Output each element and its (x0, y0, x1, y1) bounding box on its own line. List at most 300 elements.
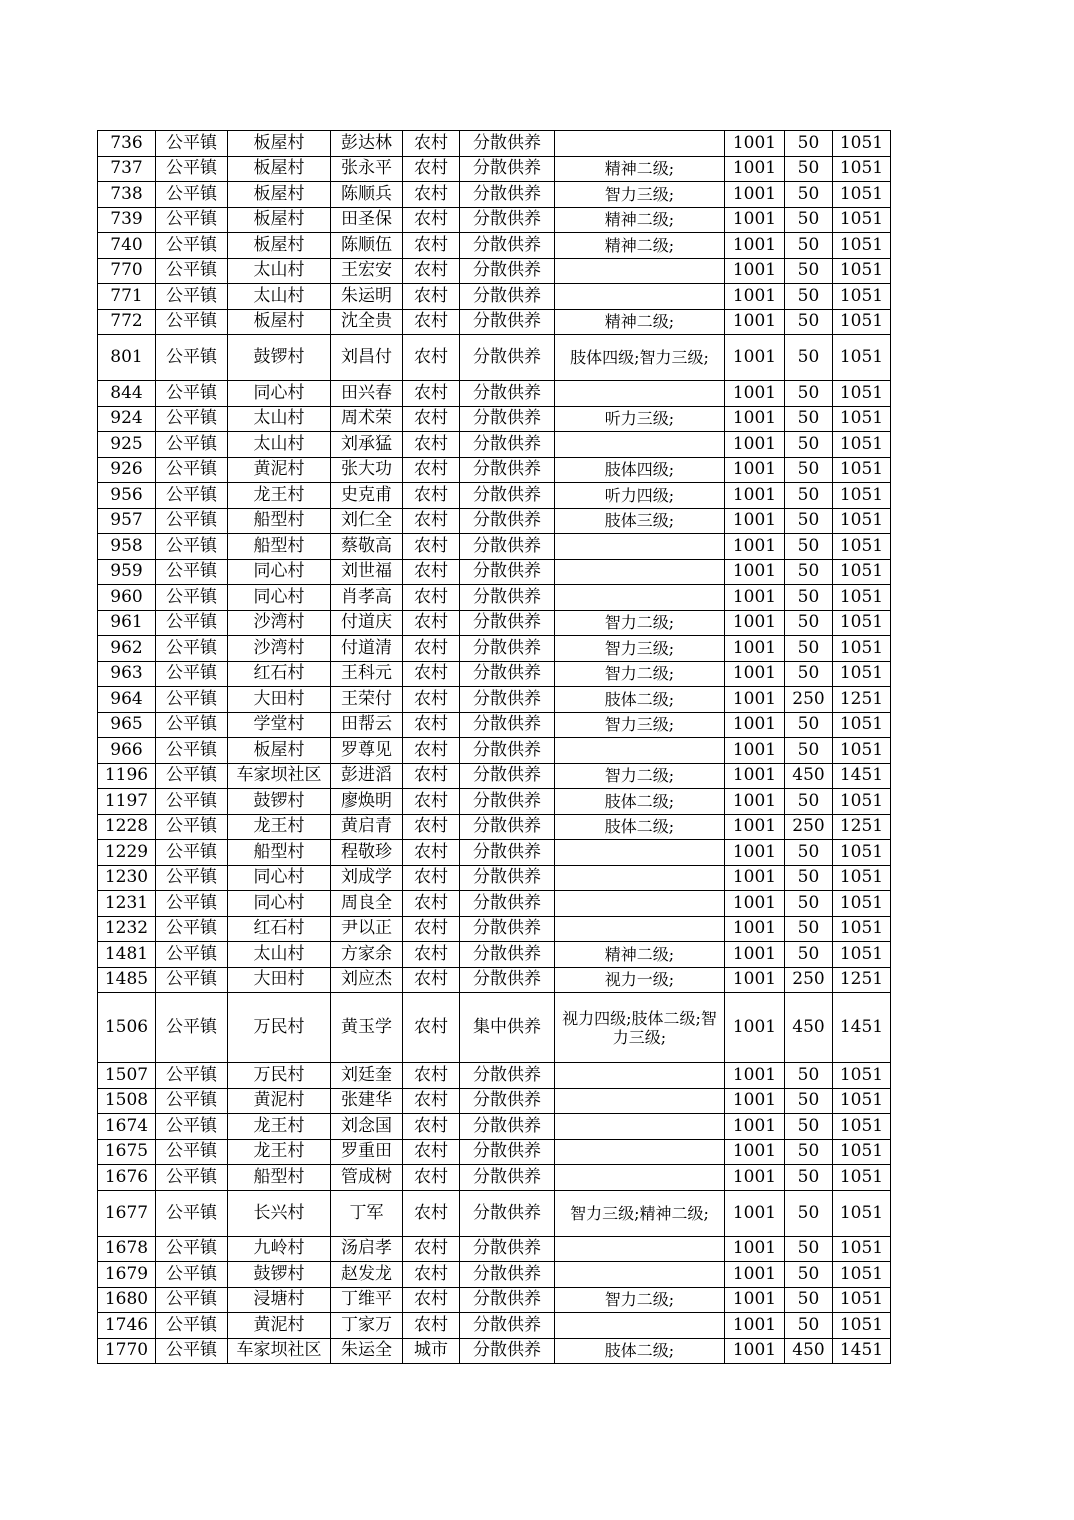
village-cell: 板屋村 (228, 738, 331, 764)
area-type-cell: 农村 (403, 483, 460, 509)
name-cell: 丁维平 (331, 1287, 403, 1313)
town-cell: 公平镇 (156, 1262, 228, 1288)
disability-cell: 智力二级; (555, 661, 725, 687)
disability-cell (555, 258, 725, 284)
table-row (98, 967, 891, 993)
total-amount-cell: 1051 (833, 156, 891, 182)
total-amount-cell: 1051 (833, 1313, 891, 1339)
record-id-cell: 740 (98, 233, 156, 259)
total-amount-cell: 1051 (833, 284, 891, 310)
area-type-cell: 农村 (403, 1262, 460, 1288)
total-amount-cell: 1051 (833, 1287, 891, 1313)
disability-cell (555, 1313, 725, 1339)
total-amount-cell: 1051 (833, 182, 891, 208)
name-cell: 汤启孝 (331, 1236, 403, 1262)
town-cell: 公平镇 (156, 1139, 228, 1165)
table-row (98, 432, 891, 458)
base-amount-cell: 1001 (725, 457, 785, 483)
village-cell: 船型村 (228, 1165, 331, 1191)
total-amount-cell: 1051 (833, 585, 891, 611)
subsidy-cell: 50 (785, 738, 833, 764)
total-amount-cell: 1051 (833, 1262, 891, 1288)
support-type-cell: 分散供养 (460, 636, 555, 662)
support-type-cell: 分散供养 (460, 258, 555, 284)
base-amount-cell: 1001 (725, 891, 785, 917)
base-amount-cell: 1001 (725, 840, 785, 866)
village-cell: 万民村 (228, 1063, 331, 1089)
record-id-cell: 1197 (98, 789, 156, 815)
subsidy-cell: 50 (785, 1287, 833, 1313)
name-cell: 张大功 (331, 457, 403, 483)
name-cell: 王宏安 (331, 258, 403, 284)
disability-cell: 智力三级; (555, 182, 725, 208)
subsidy-cell: 50 (785, 891, 833, 917)
town-cell: 公平镇 (156, 1114, 228, 1140)
area-type-cell: 农村 (403, 207, 460, 233)
record-id-cell: 1506 (98, 993, 156, 1063)
support-type-cell: 分散供养 (460, 712, 555, 738)
area-type-cell: 农村 (403, 891, 460, 917)
table-row (98, 457, 891, 483)
base-amount-cell: 1001 (725, 1262, 785, 1288)
name-cell: 黄启青 (331, 814, 403, 840)
table-row (98, 534, 891, 560)
record-id-cell: 1229 (98, 840, 156, 866)
support-type-cell: 分散供养 (460, 789, 555, 815)
record-id-cell: 965 (98, 712, 156, 738)
support-type-cell: 分散供养 (460, 687, 555, 713)
disability-cell: 肢体四级; (555, 457, 725, 483)
town-cell: 公平镇 (156, 406, 228, 432)
record-id-cell: 1231 (98, 891, 156, 917)
village-cell: 鼓锣村 (228, 1262, 331, 1288)
village-cell: 太山村 (228, 258, 331, 284)
total-amount-cell: 1051 (833, 207, 891, 233)
area-type-cell: 农村 (403, 789, 460, 815)
subsidy-cell: 450 (785, 1338, 833, 1364)
record-id-cell: 960 (98, 585, 156, 611)
record-id-cell: 1508 (98, 1088, 156, 1114)
total-amount-cell: 1051 (833, 406, 891, 432)
base-amount-cell: 1001 (725, 763, 785, 789)
support-type-cell: 分散供养 (460, 182, 555, 208)
town-cell: 公平镇 (156, 840, 228, 866)
town-cell: 公平镇 (156, 284, 228, 310)
support-type-cell: 分散供养 (460, 457, 555, 483)
area-type-cell: 农村 (403, 233, 460, 259)
disability-cell: 智力三级; (555, 636, 725, 662)
village-cell: 九岭村 (228, 1236, 331, 1262)
support-type-cell: 分散供养 (460, 942, 555, 968)
town-cell: 公平镇 (156, 1088, 228, 1114)
area-type-cell: 农村 (403, 738, 460, 764)
table-row (98, 1088, 891, 1114)
area-type-cell: 农村 (403, 942, 460, 968)
village-cell: 太山村 (228, 284, 331, 310)
total-amount-cell: 1051 (833, 916, 891, 942)
subsidy-cell: 50 (785, 432, 833, 458)
record-id-cell: 772 (98, 309, 156, 335)
table-row (98, 891, 891, 917)
town-cell: 公平镇 (156, 258, 228, 284)
village-cell: 同心村 (228, 585, 331, 611)
subsidy-cell: 50 (785, 1088, 833, 1114)
disability-cell (555, 381, 725, 407)
support-type-cell: 分散供养 (460, 840, 555, 866)
name-cell: 田兴春 (331, 381, 403, 407)
table-row (98, 789, 891, 815)
area-type-cell: 农村 (403, 1088, 460, 1114)
table-row (98, 687, 891, 713)
total-amount-cell: 1051 (833, 661, 891, 687)
record-id-cell: 1196 (98, 763, 156, 789)
table-row (98, 712, 891, 738)
area-type-cell: 农村 (403, 610, 460, 636)
disability-cell (555, 1262, 725, 1288)
disability-cell (555, 865, 725, 891)
support-type-cell: 分散供养 (460, 585, 555, 611)
disability-cell: 肢体二级; (555, 687, 725, 713)
disability-cell (555, 1088, 725, 1114)
subsidy-cell: 50 (785, 309, 833, 335)
total-amount-cell: 1051 (833, 432, 891, 458)
subsidy-cell: 50 (785, 610, 833, 636)
table-row (98, 258, 891, 284)
total-amount-cell: 1051 (833, 610, 891, 636)
table-row (98, 1165, 891, 1191)
village-cell: 大田村 (228, 687, 331, 713)
area-type-cell: 农村 (403, 1313, 460, 1339)
village-cell: 红石村 (228, 916, 331, 942)
support-type-cell: 分散供养 (460, 233, 555, 259)
name-cell: 黄玉学 (331, 993, 403, 1063)
base-amount-cell: 1001 (725, 636, 785, 662)
base-amount-cell: 1001 (725, 712, 785, 738)
area-type-cell: 农村 (403, 284, 460, 310)
village-cell: 同心村 (228, 891, 331, 917)
support-type-cell: 分散供养 (460, 406, 555, 432)
record-id-cell: 958 (98, 534, 156, 560)
table-row (98, 335, 891, 381)
town-cell: 公平镇 (156, 967, 228, 993)
total-amount-cell: 1051 (833, 483, 891, 509)
name-cell: 陈顺兵 (331, 182, 403, 208)
total-amount-cell: 1251 (833, 814, 891, 840)
village-cell: 船型村 (228, 534, 331, 560)
total-amount-cell: 1051 (833, 840, 891, 866)
disability-cell: 听力四级; (555, 483, 725, 509)
disability-cell (555, 284, 725, 310)
village-cell: 同心村 (228, 865, 331, 891)
support-type-cell: 分散供养 (460, 432, 555, 458)
support-type-cell: 分散供养 (460, 738, 555, 764)
total-amount-cell: 1051 (833, 1236, 891, 1262)
name-cell: 刘念国 (331, 1114, 403, 1140)
support-type-cell: 分散供养 (460, 1165, 555, 1191)
record-id-cell: 962 (98, 636, 156, 662)
support-type-cell: 分散供养 (460, 1088, 555, 1114)
area-type-cell: 农村 (403, 687, 460, 713)
subsidy-cell: 50 (785, 182, 833, 208)
name-cell: 王荣付 (331, 687, 403, 713)
village-cell: 太山村 (228, 432, 331, 458)
name-cell: 丁家万 (331, 1313, 403, 1339)
disability-cell (555, 1114, 725, 1140)
subsidy-cell: 50 (785, 559, 833, 585)
support-type-cell: 分散供养 (460, 284, 555, 310)
table-row (98, 483, 891, 509)
name-cell: 付道庆 (331, 610, 403, 636)
town-cell: 公平镇 (156, 891, 228, 917)
record-id-cell: 1481 (98, 942, 156, 968)
village-cell: 黄泥村 (228, 457, 331, 483)
table-row (98, 1262, 891, 1288)
village-cell: 同心村 (228, 381, 331, 407)
base-amount-cell: 1001 (725, 814, 785, 840)
subsidy-cell: 50 (785, 1063, 833, 1089)
record-id-cell: 964 (98, 687, 156, 713)
disability-cell (555, 1063, 725, 1089)
record-id-cell: 924 (98, 406, 156, 432)
base-amount-cell: 1001 (725, 309, 785, 335)
total-amount-cell: 1051 (833, 508, 891, 534)
town-cell: 公平镇 (156, 309, 228, 335)
table-row (98, 865, 891, 891)
table-row (98, 207, 891, 233)
base-amount-cell: 1001 (725, 942, 785, 968)
disability-cell: 肢体二级; (555, 789, 725, 815)
base-amount-cell: 1001 (725, 1088, 785, 1114)
base-amount-cell: 1001 (725, 610, 785, 636)
name-cell: 朱运明 (331, 284, 403, 310)
table-row (98, 131, 891, 157)
base-amount-cell: 1001 (725, 993, 785, 1063)
village-cell: 板屋村 (228, 131, 331, 157)
name-cell: 赵发龙 (331, 1262, 403, 1288)
base-amount-cell: 1001 (725, 131, 785, 157)
town-cell: 公平镇 (156, 1313, 228, 1339)
support-type-cell: 分散供养 (460, 1236, 555, 1262)
name-cell: 刘承猛 (331, 432, 403, 458)
town-cell: 公平镇 (156, 814, 228, 840)
base-amount-cell: 1001 (725, 156, 785, 182)
subsidy-cell: 50 (785, 457, 833, 483)
town-cell: 公平镇 (156, 457, 228, 483)
subsidy-cell: 250 (785, 814, 833, 840)
record-id-cell: 801 (98, 335, 156, 381)
area-type-cell: 农村 (403, 381, 460, 407)
disability-cell: 肢体二级; (555, 814, 725, 840)
support-type-cell: 分散供养 (460, 916, 555, 942)
support-type-cell: 分散供养 (460, 131, 555, 157)
village-cell: 龙王村 (228, 814, 331, 840)
village-cell: 板屋村 (228, 233, 331, 259)
town-cell: 公平镇 (156, 916, 228, 942)
subsidy-cell: 50 (785, 406, 833, 432)
name-cell: 廖焕明 (331, 789, 403, 815)
support-type-cell: 分散供养 (460, 483, 555, 509)
disability-cell (555, 1236, 725, 1262)
name-cell: 张永平 (331, 156, 403, 182)
table-row (98, 763, 891, 789)
area-type-cell: 农村 (403, 993, 460, 1063)
disability-cell: 精神二级; (555, 233, 725, 259)
base-amount-cell: 1001 (725, 1114, 785, 1140)
record-id-cell: 1232 (98, 916, 156, 942)
base-amount-cell: 1001 (725, 406, 785, 432)
area-type-cell: 农村 (403, 406, 460, 432)
town-cell: 公平镇 (156, 1287, 228, 1313)
total-amount-cell: 1051 (833, 1063, 891, 1089)
base-amount-cell: 1001 (725, 508, 785, 534)
town-cell: 公平镇 (156, 687, 228, 713)
base-amount-cell: 1001 (725, 585, 785, 611)
area-type-cell: 农村 (403, 967, 460, 993)
table-row (98, 636, 891, 662)
total-amount-cell: 1051 (833, 1165, 891, 1191)
base-amount-cell: 1001 (725, 432, 785, 458)
town-cell: 公平镇 (156, 131, 228, 157)
town-cell: 公平镇 (156, 763, 228, 789)
village-cell: 龙王村 (228, 1139, 331, 1165)
subsidy-cell: 50 (785, 942, 833, 968)
record-id-cell: 1228 (98, 814, 156, 840)
area-type-cell: 农村 (403, 559, 460, 585)
support-type-cell: 分散供养 (460, 763, 555, 789)
table-row (98, 738, 891, 764)
base-amount-cell: 1001 (725, 207, 785, 233)
name-cell: 刘廷奎 (331, 1063, 403, 1089)
table-row (98, 916, 891, 942)
town-cell: 公平镇 (156, 508, 228, 534)
total-amount-cell: 1051 (833, 942, 891, 968)
total-amount-cell: 1451 (833, 993, 891, 1063)
record-id-cell: 925 (98, 432, 156, 458)
total-amount-cell: 1051 (833, 789, 891, 815)
subsidy-cell: 50 (785, 207, 833, 233)
village-cell: 万民村 (228, 993, 331, 1063)
town-cell: 公平镇 (156, 1165, 228, 1191)
area-type-cell: 农村 (403, 1063, 460, 1089)
disability-cell: 听力三级; (555, 406, 725, 432)
village-cell: 车家坝社区 (228, 763, 331, 789)
disability-cell: 智力二级; (555, 763, 725, 789)
disability-cell: 精神二级; (555, 207, 725, 233)
name-cell: 田圣保 (331, 207, 403, 233)
table-row (98, 1139, 891, 1165)
name-cell: 丁军 (331, 1190, 403, 1236)
disability-cell (555, 534, 725, 560)
total-amount-cell: 1451 (833, 763, 891, 789)
support-type-cell: 分散供养 (460, 309, 555, 335)
total-amount-cell: 1051 (833, 738, 891, 764)
subsidy-cell: 50 (785, 381, 833, 407)
disability-cell: 精神二级; (555, 156, 725, 182)
table-row (98, 585, 891, 611)
record-id-cell: 1485 (98, 967, 156, 993)
record-id-cell: 959 (98, 559, 156, 585)
name-cell: 刘应杰 (331, 967, 403, 993)
base-amount-cell: 1001 (725, 1063, 785, 1089)
disability-cell: 智力二级; (555, 610, 725, 636)
town-cell: 公平镇 (156, 738, 228, 764)
base-amount-cell: 1001 (725, 483, 785, 509)
support-type-cell: 分散供养 (460, 1338, 555, 1364)
town-cell: 公平镇 (156, 182, 228, 208)
support-type-cell: 分散供养 (460, 814, 555, 840)
area-type-cell: 农村 (403, 1287, 460, 1313)
subsidy-cell: 50 (785, 840, 833, 866)
village-cell: 沙湾村 (228, 610, 331, 636)
table-row (98, 1338, 891, 1364)
total-amount-cell: 1051 (833, 381, 891, 407)
total-amount-cell: 1051 (833, 712, 891, 738)
total-amount-cell: 1051 (833, 457, 891, 483)
disability-cell (555, 891, 725, 917)
table-row (98, 559, 891, 585)
disability-cell (555, 916, 725, 942)
support-type-cell: 分散供养 (460, 967, 555, 993)
disability-cell (555, 1139, 725, 1165)
record-id-cell: 739 (98, 207, 156, 233)
table-row (98, 406, 891, 432)
subsidy-cell: 50 (785, 483, 833, 509)
support-type-cell: 分散供养 (460, 865, 555, 891)
village-cell: 板屋村 (228, 156, 331, 182)
base-amount-cell: 1001 (725, 534, 785, 560)
town-cell: 公平镇 (156, 661, 228, 687)
table-row (98, 610, 891, 636)
support-type-cell: 分散供养 (460, 156, 555, 182)
support-type-cell: 分散供养 (460, 610, 555, 636)
subsidy-cell: 50 (785, 233, 833, 259)
name-cell: 彭进滔 (331, 763, 403, 789)
record-id-cell: 1676 (98, 1165, 156, 1191)
disability-cell: 肢体四级;智力三级; (555, 335, 725, 381)
subsidy-cell: 250 (785, 967, 833, 993)
area-type-cell: 农村 (403, 457, 460, 483)
town-cell: 公平镇 (156, 483, 228, 509)
base-amount-cell: 1001 (725, 738, 785, 764)
town-cell: 公平镇 (156, 559, 228, 585)
area-type-cell: 农村 (403, 182, 460, 208)
base-amount-cell: 1001 (725, 559, 785, 585)
name-cell: 周良全 (331, 891, 403, 917)
area-type-cell: 农村 (403, 1165, 460, 1191)
total-amount-cell: 1051 (833, 309, 891, 335)
subsidy-cell: 50 (785, 1114, 833, 1140)
town-cell: 公平镇 (156, 207, 228, 233)
base-amount-cell: 1001 (725, 1165, 785, 1191)
town-cell: 公平镇 (156, 335, 228, 381)
village-cell: 车家坝社区 (228, 1338, 331, 1364)
support-type-cell: 集中供养 (460, 993, 555, 1063)
record-id-cell: 1746 (98, 1313, 156, 1339)
base-amount-cell: 1001 (725, 687, 785, 713)
village-cell: 鼓锣村 (228, 335, 331, 381)
area-type-cell: 农村 (403, 661, 460, 687)
village-cell: 长兴村 (228, 1190, 331, 1236)
total-amount-cell: 1051 (833, 559, 891, 585)
table-row (98, 1287, 891, 1313)
name-cell: 尹以正 (331, 916, 403, 942)
town-cell: 公平镇 (156, 712, 228, 738)
base-amount-cell: 1001 (725, 1139, 785, 1165)
support-type-cell: 分散供养 (460, 1287, 555, 1313)
record-id-cell: 1507 (98, 1063, 156, 1089)
base-amount-cell: 1001 (725, 182, 785, 208)
name-cell: 田帮云 (331, 712, 403, 738)
